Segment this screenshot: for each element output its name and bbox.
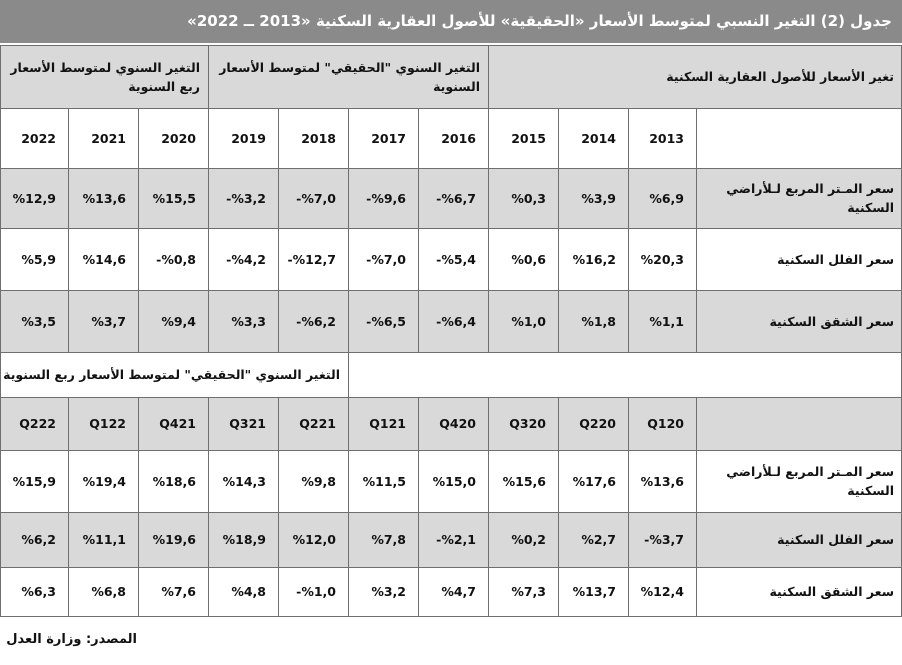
quarter-header: Q120 — [647, 416, 684, 431]
value-cell: %18,6 — [152, 473, 196, 489]
value-cell: %6,8 — [91, 584, 126, 599]
year-header: 2019 — [231, 130, 266, 146]
row-label: سعر الشقق السكنية — [769, 584, 894, 599]
value-cell: -%7,0 — [296, 190, 336, 206]
quarter-header: Q222 — [19, 416, 56, 431]
value-cell: -%6,5 — [366, 313, 406, 329]
value-cell: %16,2 — [572, 251, 616, 267]
value-cell: %18,9 — [222, 532, 266, 547]
value-cell: %0,3 — [511, 190, 546, 206]
quarter-header: Q220 — [579, 416, 616, 431]
value-cell: %3,7 — [91, 313, 126, 329]
year-header: 2022 — [21, 130, 56, 146]
value-cell: %9,4 — [161, 313, 196, 329]
value-cell: %3,9 — [581, 190, 616, 206]
value-cell: %7,3 — [511, 584, 546, 599]
value-cell: %13,6 — [82, 190, 126, 206]
year-header: 2014 — [581, 130, 616, 146]
row-label: سعر الفلل السكنية — [777, 251, 894, 267]
value-cell: -%0,8 — [156, 251, 196, 267]
value-cell: -%7,0 — [366, 251, 406, 267]
row-label: سعر الشقق السكنية — [769, 313, 894, 329]
quarter-header: Q320 — [509, 416, 546, 431]
value-cell: %19,4 — [82, 473, 126, 489]
value-cell: %7,6 — [161, 584, 196, 599]
value-cell: -%5,4 — [436, 251, 476, 267]
quarter-header: Q122 — [89, 416, 126, 431]
grid-hline — [0, 616, 902, 617]
value-cell: -%3,2 — [226, 190, 266, 206]
year-header: 2020 — [161, 130, 196, 146]
table-title: جدول (2) التغير النسبي لمتوسط الأسعار «الحقيقية» للأصول العقارية السكنية «2013 ــ 2022» — [0, 0, 902, 43]
value-cell: -%3,7 — [644, 532, 684, 547]
value-cell: %15,5 — [152, 190, 196, 206]
value-cell: %15,0 — [432, 473, 476, 489]
value-cell: %13,7 — [572, 584, 616, 599]
value-cell: -%6,4 — [436, 313, 476, 329]
value-cell: %3,5 — [21, 313, 56, 329]
value-cell: %11,5 — [362, 473, 406, 489]
value-cell: -%2,1 — [436, 532, 476, 547]
year-header: 2021 — [91, 130, 126, 146]
quarter-header: Q221 — [299, 416, 336, 431]
value-cell: %19,6 — [152, 532, 196, 547]
quarter-header: Q421 — [159, 416, 196, 431]
header-quarterly-real: التغير السنوي "الحقيقي" لمتوسط الأسعار ربع السنوية — [3, 367, 340, 382]
source-note: المصدر: وزارة العدل — [6, 632, 137, 647]
value-cell: %1,0 — [511, 313, 546, 329]
value-cell: %13,6 — [640, 473, 684, 489]
header-annual-quarterly: التغير السنوي لمتوسط الأسعار ربع السنوية — [10, 59, 200, 94]
value-cell: %15,9 — [12, 473, 56, 489]
year-header: 2013 — [649, 130, 684, 146]
value-cell: %2,7 — [581, 532, 616, 547]
value-cell: %6,3 — [21, 584, 56, 599]
value-cell: %14,3 — [222, 473, 266, 489]
value-cell: %0,6 — [511, 251, 546, 267]
value-cell: %11,1 — [82, 532, 126, 547]
value-cell: %9,8 — [301, 473, 336, 489]
value-cell: %4,7 — [441, 584, 476, 599]
value-cell: -%9,6 — [366, 190, 406, 206]
value-cell: %15,6 — [502, 473, 546, 489]
value-cell: -%6,7 — [436, 190, 476, 206]
year-header: 2016 — [441, 130, 476, 146]
quarter-header: Q121 — [369, 416, 406, 431]
quarter-header: Q321 — [229, 416, 266, 431]
row-label: سعر المـتر المربع لـلأراضي السكنية — [726, 464, 894, 498]
year-header: 2018 — [301, 130, 336, 146]
value-cell: -%12,7 — [287, 251, 336, 267]
year-header: 2015 — [511, 130, 546, 146]
value-cell: %6,9 — [649, 190, 684, 206]
value-cell: -%6,2 — [296, 313, 336, 329]
value-cell: %20,3 — [640, 251, 684, 267]
value-cell: %0,2 — [511, 532, 546, 547]
quarter-header: Q420 — [439, 416, 476, 431]
row-label: سعر الفلل السكنية — [777, 532, 894, 547]
value-cell: %4,8 — [231, 584, 266, 599]
header-rows-label: تغير الأسعار للأصول العقارية السكنية — [666, 69, 894, 84]
value-cell: %17,6 — [572, 473, 616, 489]
value-cell: %3,2 — [371, 584, 406, 599]
year-header: 2017 — [371, 130, 406, 146]
grid-vline — [348, 352, 349, 397]
value-cell: %1,8 — [581, 313, 616, 329]
value-cell: %12,0 — [292, 532, 336, 547]
value-cell: %6,2 — [21, 532, 56, 547]
row-label: سعر المـتر المربع لـلأراضي السكنية — [726, 181, 894, 215]
value-cell: -%1,0 — [296, 584, 336, 599]
value-cell: %14,6 — [82, 251, 126, 267]
value-cell: %12,9 — [12, 190, 56, 206]
value-cell: %3,3 — [231, 313, 266, 329]
value-cell: %7,8 — [371, 532, 406, 547]
value-cell: %12,4 — [640, 584, 684, 599]
value-cell: -%4,2 — [226, 251, 266, 267]
value-cell: %1,1 — [649, 313, 684, 329]
header-annual-real: التغير السنوي "الحقيقي" لمتوسط الأسعار السنوية — [219, 59, 480, 94]
value-cell: %5,9 — [21, 251, 56, 267]
